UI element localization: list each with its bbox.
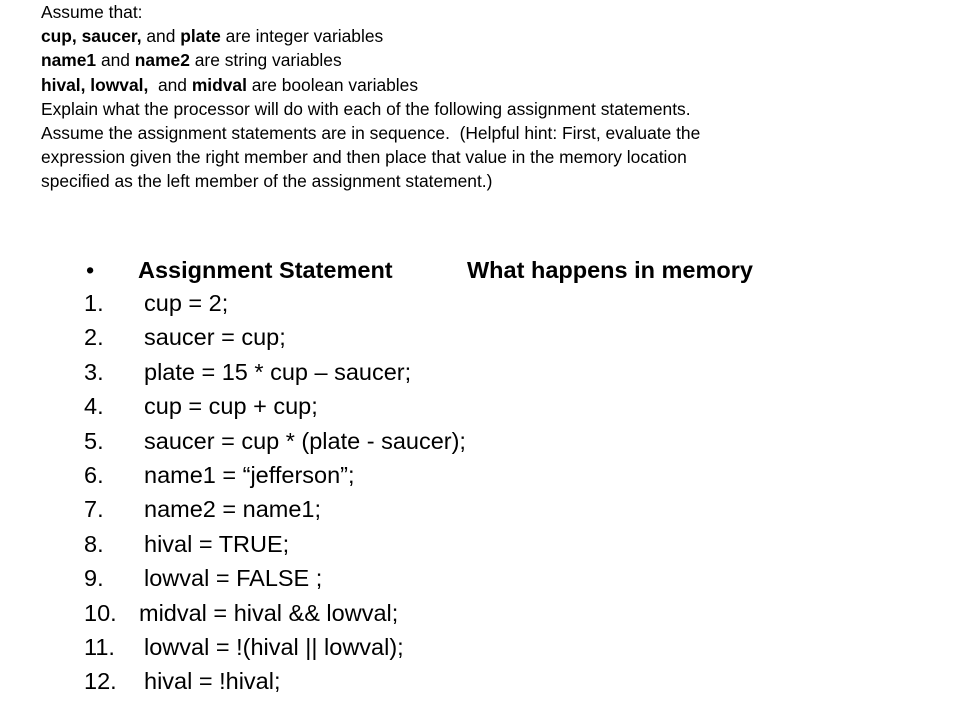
- intro-line-5: [41, 97, 941, 121]
- bullet-icon: •: [86, 257, 95, 283]
- statement-item-9: [0, 561, 960, 595]
- intro-line-2-rest: are integer variables: [220, 26, 384, 47]
- statement-number: 2.: [84, 324, 104, 351]
- statement-item-6: [0, 458, 960, 492]
- statement-item-2: [0, 320, 960, 354]
- statement-item-4: [0, 389, 960, 423]
- intro-line-2-bold2: plate: [180, 26, 221, 47]
- intro-line-3-rest: are string variables: [189, 50, 342, 71]
- intro-line-2-bold: cup, saucer,: [41, 26, 142, 47]
- statement-text: name2 = name1;: [144, 496, 322, 523]
- statement-text: hival = TRUE;: [144, 530, 290, 557]
- statement-number: 11.: [84, 633, 115, 660]
- assignment-statement-list: [0, 286, 960, 699]
- intro-line-3-mid: and: [96, 50, 135, 71]
- intro-line-4-bold: hival, lowval,: [41, 74, 149, 95]
- statement-text: saucer = cup * (plate - saucer);: [144, 427, 466, 454]
- statement-number: 10.: [84, 599, 117, 626]
- statement-text: cup = cup + cup;: [144, 393, 318, 420]
- statement-number: 3.: [84, 358, 104, 385]
- statement-number: 1.: [84, 290, 104, 316]
- intro-line-6-text: Assume the assignment statements are in sequence. (Helpful hint: First, evaluate the: [41, 123, 701, 144]
- intro-line-4: [41, 73, 941, 97]
- statement-number: 7.: [84, 496, 104, 523]
- statement-item-11: [0, 630, 960, 664]
- statement-number: 4.: [84, 393, 104, 420]
- statement-text: plate = 15 * cup – saucer;: [144, 358, 412, 385]
- statement-text: saucer = cup;: [144, 324, 286, 351]
- statement-text: midval = hival && lowval;: [139, 599, 399, 626]
- column-header-statement: Assignment Statement: [138, 257, 393, 283]
- statement-item-1: [0, 286, 960, 320]
- intro-line-7-text: expression given the right member and then place that value in the memory location: [41, 147, 687, 168]
- statement-text: cup = 2;: [144, 290, 229, 316]
- intro-line-2-mid: and: [141, 26, 181, 47]
- intro-line-8-text: specified as the left member of the assignment statement.): [41, 171, 493, 192]
- intro-text: [41, 0, 941, 194]
- intro-line-4-bold2: midval: [191, 74, 247, 95]
- statement-number: 8.: [84, 530, 104, 557]
- intro-line-2: [41, 24, 941, 48]
- intro-line-8: [41, 169, 941, 193]
- statement-item-7: [0, 492, 960, 526]
- intro-line-3-bold2: name2: [134, 50, 190, 71]
- column-header-memory: What happens in memory: [467, 257, 753, 283]
- statement-text: hival = !hival;: [144, 668, 281, 695]
- statement-text: lowval = FALSE ;: [144, 565, 323, 592]
- intro-line-6: [41, 121, 941, 145]
- statement-number: 12.: [84, 668, 117, 695]
- statement-item-10: [0, 596, 960, 630]
- statement-text: name1 = “jefferson”;: [144, 461, 355, 488]
- statement-number: 5.: [84, 427, 104, 454]
- intro-line-7: [41, 145, 941, 169]
- statement-item-12: [0, 664, 960, 698]
- statement-number: 6.: [84, 461, 104, 488]
- intro-line-4-mid: and: [148, 74, 192, 95]
- statement-item-3: [0, 355, 960, 389]
- intro-line-1: [41, 0, 941, 24]
- intro-line-1-text: Assume that:: [41, 2, 143, 22]
- statement-item-8: [0, 527, 960, 561]
- intro-line-3: [41, 48, 941, 72]
- statement-text: lowval = !(hival || lowval);: [144, 633, 404, 660]
- intro-line-4-rest: are boolean variables: [246, 74, 419, 95]
- statement-item-5: [0, 424, 960, 458]
- intro-line-5-text: Explain what the processor will do with each of the following assignment statements.: [41, 98, 691, 119]
- statement-number: 9.: [84, 565, 104, 592]
- intro-line-3-bold: name1: [41, 50, 97, 71]
